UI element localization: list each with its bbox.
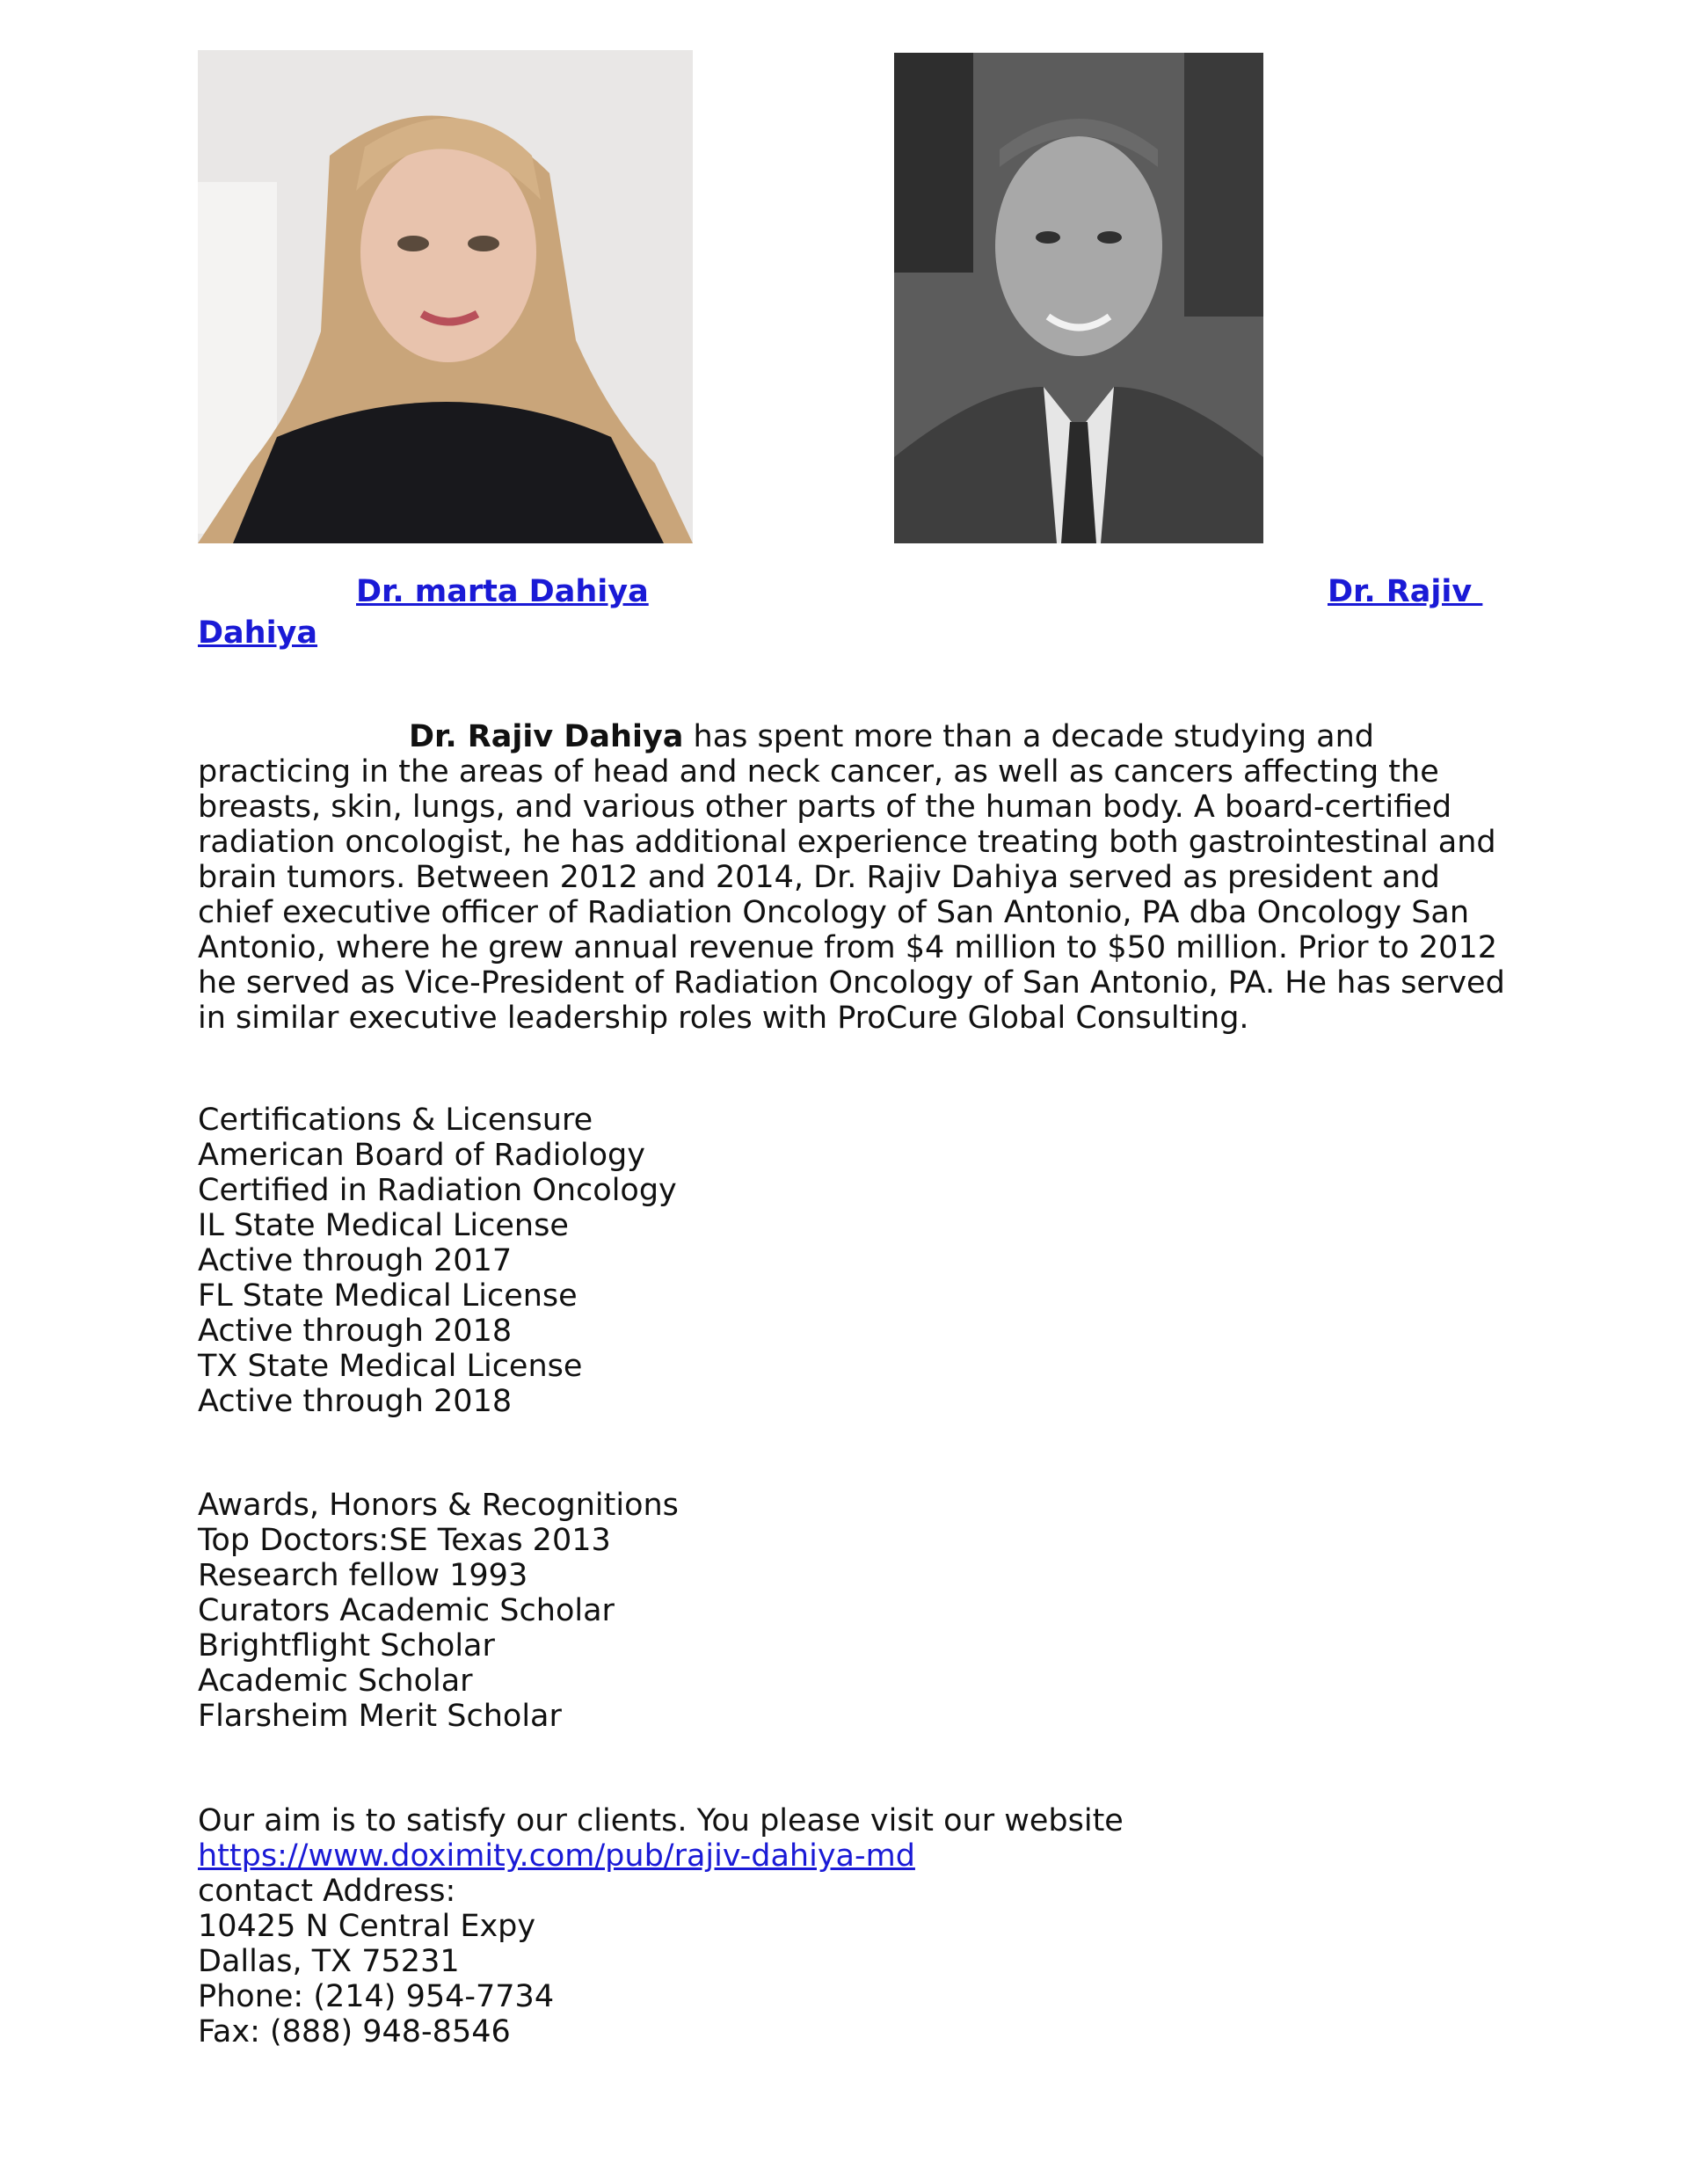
contact-section bbox=[198, 1803, 1490, 2049]
bio-line: in similar executive leadership roles with ProCure Global Consulting. bbox=[198, 1001, 1249, 1036]
bio-line: Antonio, where he grew annual revenue from $4 million to $50 million. Prior to 2012 bbox=[198, 930, 1497, 965]
bio-line: breasts, skin, lungs, and various other parts of the human body. A board-certified bbox=[198, 790, 1452, 825]
award-item: Brightflight Scholar bbox=[198, 1628, 495, 1663]
marta-dahiya-photo bbox=[198, 50, 693, 543]
certifications-section bbox=[198, 1103, 1490, 1419]
bio-line: radiation oncologist, he has additional experience treating both gastrointestinal and bbox=[198, 825, 1496, 860]
rajiv-dahiya-photo bbox=[894, 53, 1263, 543]
bio-line: practicing in the areas of head and neck cancer, as well as cancers affecting the bbox=[198, 754, 1439, 790]
award-item: Flarsheim Merit Scholar bbox=[198, 1699, 562, 1734]
award-item: Academic Scholar bbox=[198, 1663, 473, 1699]
awards-heading: Awards, Honors & Recognitions bbox=[198, 1488, 679, 1523]
bio-line: he served as Vice-President of Radiation Oncology of San Antonio, PA. He has served bbox=[198, 965, 1505, 1001]
aim-text: Our aim is to satisfy our clients. You please visit our website bbox=[198, 1803, 1124, 1838]
marta-dahiya-link[interactable]: Dr. marta Dahiya bbox=[356, 574, 649, 609]
contact-address-label: contact Address: bbox=[198, 1874, 456, 1909]
city-address: Dallas, TX 75231 bbox=[198, 1944, 460, 1979]
bio-line: brain tumors. Between 2012 and 2014, Dr. Rajiv Dahiya served as president and bbox=[198, 860, 1440, 895]
certification-item: Active through 2017 bbox=[198, 1243, 513, 1278]
bio-paragraph bbox=[198, 719, 1505, 1036]
rajiv-dahiya-link-line2[interactable]: Dahiya bbox=[198, 615, 318, 651]
certification-item: American Board of Radiology bbox=[198, 1138, 645, 1173]
certification-item: TX State Medical License bbox=[198, 1349, 583, 1384]
bio-line: Dr. Rajiv Dahiya has spent more than a decade studying and bbox=[409, 719, 1375, 754]
bio-line: chief executive officer of Radiation Oncology of San Antonio, PA dba Oncology San bbox=[198, 895, 1470, 930]
rajiv-portrait-illustration bbox=[894, 53, 1263, 543]
fax-number: Fax: (888) 948-8546 bbox=[198, 2014, 511, 2049]
award-item: Research fellow 1993 bbox=[198, 1558, 528, 1593]
certification-item: Active through 2018 bbox=[198, 1384, 513, 1419]
award-item: Curators Academic Scholar bbox=[198, 1593, 615, 1628]
awards-section bbox=[198, 1488, 1490, 1734]
website-link[interactable]: https://www.doximity.com/pub/rajiv-dahiya-md bbox=[198, 1838, 915, 1874]
award-item: Top Doctors:SE Texas 2013 bbox=[198, 1523, 611, 1558]
certifications-heading: Certifications & Licensure bbox=[198, 1103, 593, 1138]
certification-item: Active through 2018 bbox=[198, 1314, 513, 1349]
bio-name: Dr. Rajiv Dahiya bbox=[409, 719, 684, 754]
certification-item: Certified in Radiation Oncology bbox=[198, 1173, 677, 1208]
phone-number: Phone: (214) 954-7734 bbox=[198, 1979, 555, 2014]
marta-portrait-illustration bbox=[198, 50, 693, 543]
certification-item: IL State Medical License bbox=[198, 1208, 569, 1243]
rajiv-dahiya-link-line1[interactable]: Dr. Rajiv bbox=[1328, 574, 1483, 609]
certification-item: FL State Medical License bbox=[198, 1278, 578, 1314]
website-line bbox=[198, 1838, 1490, 1874]
street-address: 10425 N Central Expy bbox=[198, 1909, 536, 1944]
